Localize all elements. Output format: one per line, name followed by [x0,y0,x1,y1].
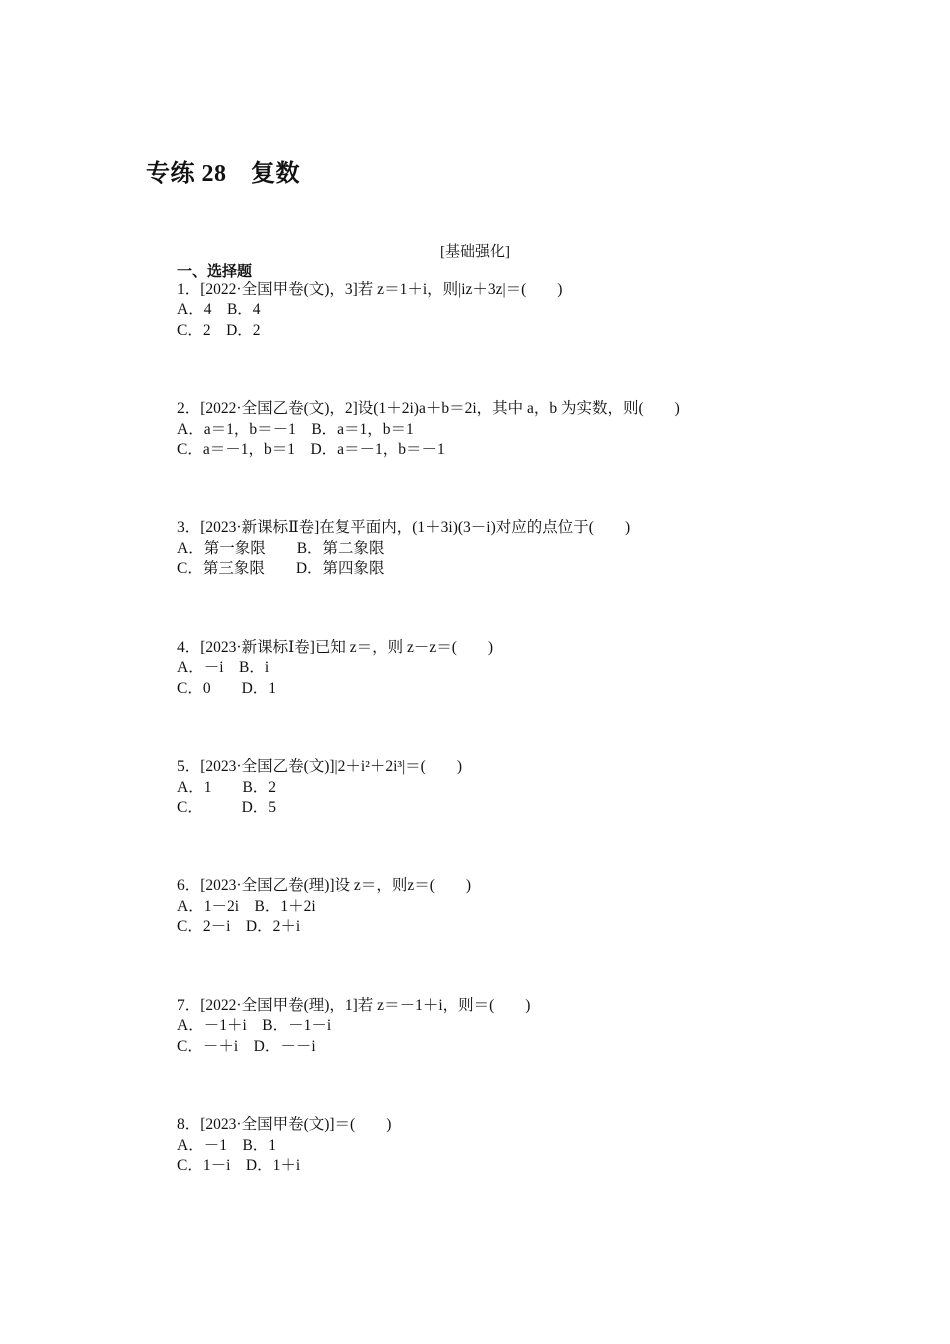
part-heading: 一、选择题 [177,264,253,280]
question-1-options-cd: C．2 D．2 [177,322,261,339]
section-tag: [基础强化] [440,244,510,260]
question-2-options-cd: C．a＝－1，b＝1 D．a＝－1，b＝－1 [177,441,445,458]
question-1-stem: 1．[2022·全国甲卷(文)，3]若 z＝1＋i，则|iz＋3z|＝( ) [177,281,563,298]
question-8-options-cd: C．1－i D．1＋i [177,1157,301,1174]
question-5-options-ab: A．1 B．2 [177,779,277,796]
question-6-stem: 6．[2023·全国乙卷(理)]设 z＝，则z＝( ) [177,877,472,894]
question-6-options-ab: A．1－2i B．1＋2i [177,898,316,915]
question-2-options-ab: A．a＝1，b＝－1 B．a＝1，b＝1 [177,421,414,438]
question-4-options-ab: A．－i B．i [177,659,270,676]
question-4-options-cd: C．0 D．1 [177,680,277,697]
question-6-options-cd: C．2－i D．2＋i [177,918,301,935]
question-3-options-ab: A．第一象限 B．第二象限 [177,540,385,557]
question-2-stem: 2．[2022·全国乙卷(文)，2]设(1＋2i)a＋b＝2i，其中 a，b 为实数，则( ) [177,400,680,417]
question-1-options-ab: A．4 B．4 [177,301,261,318]
question-7-options-ab: A．－1＋i B．－1－i [177,1017,332,1034]
question-3-options-cd: C．第三象限 D．第四象限 [177,560,385,577]
question-5-stem: 5．[2023·全国乙卷(文)]|2＋i²＋2i³|＝( ) [177,758,462,775]
question-8-options-ab: A．－1 B．1 [177,1137,277,1154]
question-7-stem: 7．[2022·全国甲卷(理)，1]若 z＝－1＋i，则＝( ) [177,997,531,1014]
question-4-stem: 4．[2023·新课标Ⅰ卷]已知 z＝，则 z－z＝( ) [177,639,494,656]
page-title: 专练 28 复数 [146,161,300,187]
question-7-options-cd: C．－＋i D．－－i [177,1038,316,1055]
question-3-stem: 3．[2023·新课标Ⅱ卷]在复平面内，(1＋3i)(3－i)对应的点位于( ) [177,519,631,536]
question-5-options-cd: C． D．5 [177,799,277,816]
question-8-stem: 8．[2023·全国甲卷(文)]＝( ) [177,1116,392,1133]
